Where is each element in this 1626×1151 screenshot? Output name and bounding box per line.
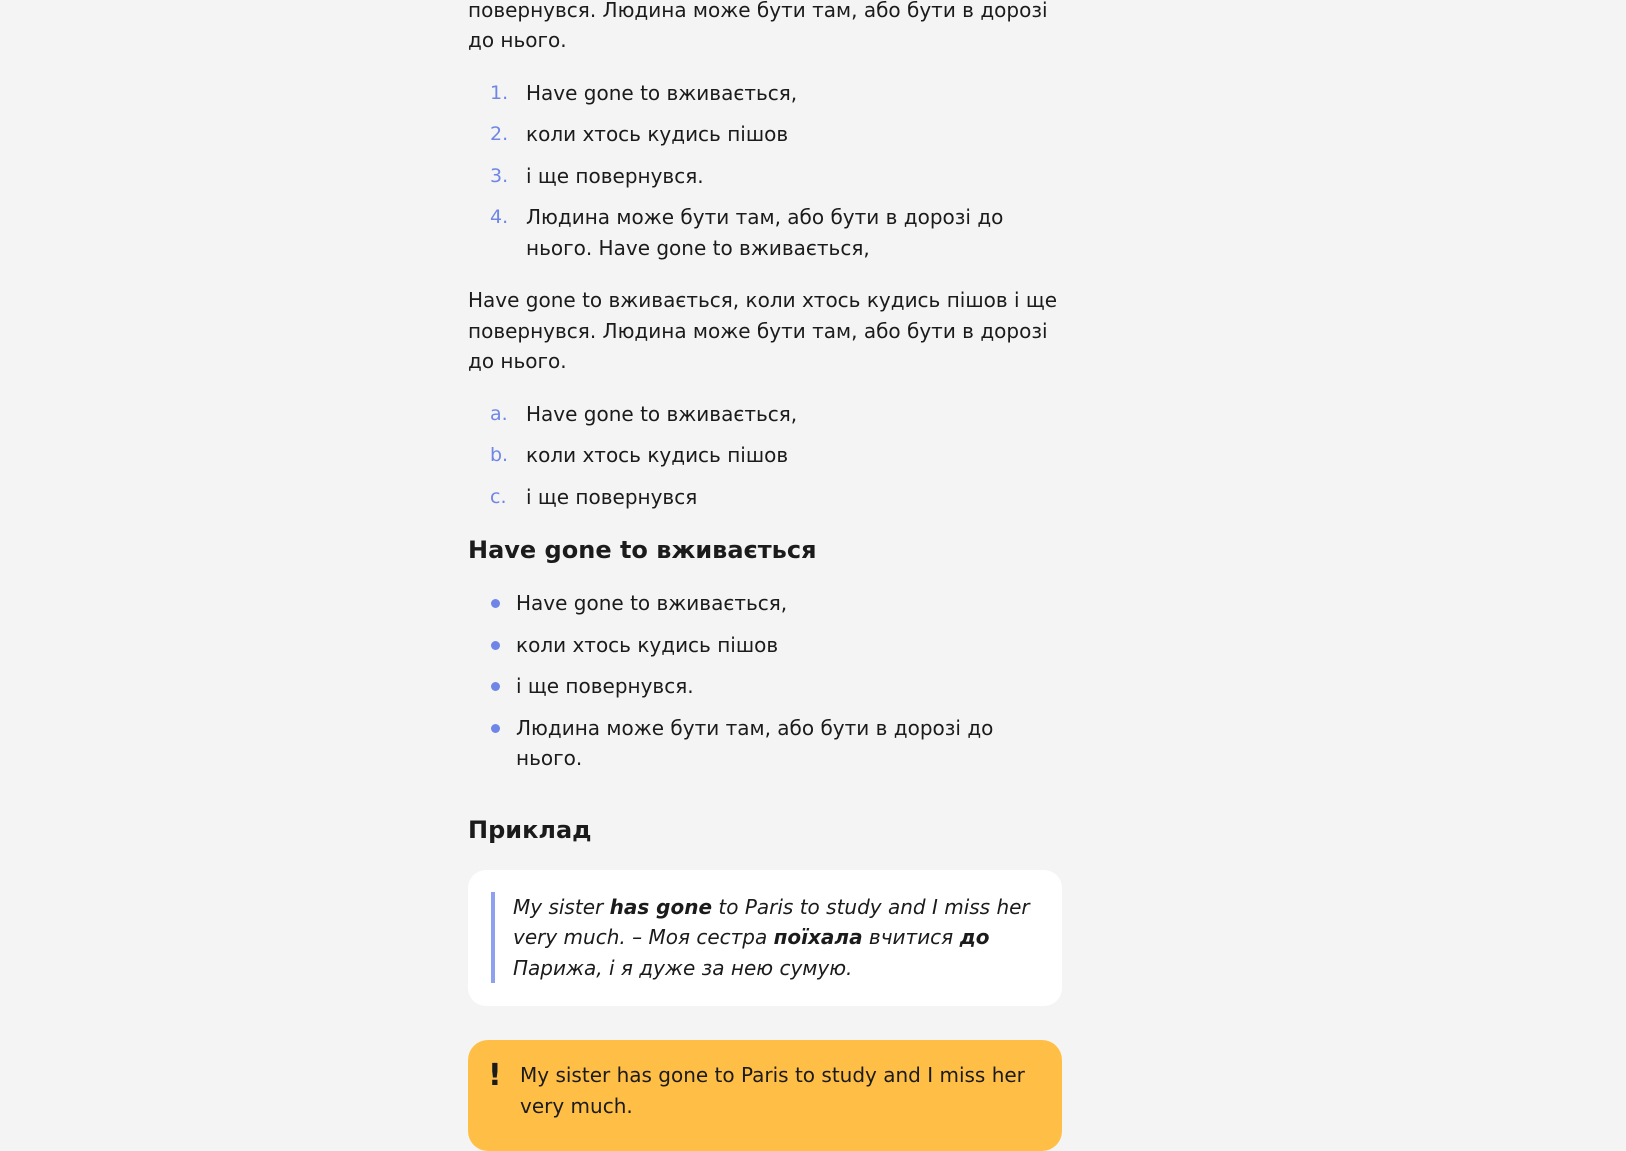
bullet-dot-icon: [491, 724, 500, 733]
list-item: [468, 630, 1062, 661]
quote-emphasis: поїхала: [773, 925, 863, 949]
example-heading: Приклад: [468, 815, 592, 844]
list-item: [468, 713, 1062, 774]
list-letter: b.: [490, 444, 509, 466]
list-item: [468, 202, 1062, 263]
list-item-text: і ще повернувся.: [516, 674, 694, 698]
exclamation-icon: !: [488, 1058, 502, 1093]
list-number: 4.: [490, 206, 509, 228]
quote-emphasis: до: [959, 925, 990, 949]
quote-text: to Paris to study and I miss her very much. – Моя сестра: [513, 894, 1030, 949]
list-item: [468, 78, 1062, 109]
list-item-text: і ще повернувся: [526, 484, 698, 509]
list-number: 3.: [490, 164, 509, 187]
list-letter: a.: [490, 402, 508, 425]
list-item-text: Have gone to вживається,: [526, 401, 798, 426]
bullet-dot-icon: [491, 682, 500, 691]
list-item: [468, 588, 1062, 619]
list-item-text: Have gone to вживається,: [526, 80, 798, 105]
intro-paragraph: повернувся. Людина може бути там, або бути в дорозі до нього.: [468, 0, 1048, 52]
quote-text: вчитися: [862, 925, 960, 949]
bullet-dot-icon: [491, 641, 500, 650]
list-item-text: і ще повернувся.: [526, 163, 704, 188]
list-item: [468, 482, 1062, 513]
list-item: [468, 399, 1062, 430]
list-item: [468, 119, 1062, 150]
list-item-text: коли хтось кудись пішов: [526, 443, 789, 467]
lettered-list: [468, 399, 1062, 513]
list-item-text: коли хтось кудись пішов: [526, 122, 789, 146]
article-content: [468, 0, 1062, 1151]
quote-emphasis: has gone: [609, 894, 713, 919]
bullet-list: [468, 588, 1062, 774]
list-number: 1.: [490, 81, 509, 104]
numbered-list: [468, 78, 1062, 264]
list-letter: c.: [490, 485, 507, 508]
list-item: [468, 161, 1062, 192]
list-item-text: Людина може бути там, або бути в дорозі до нього.: [516, 715, 994, 770]
list-item: [468, 671, 1062, 702]
note-text: My sister has gone to Paris to study and I miss her very much.: [520, 1063, 1025, 1118]
list-item-text: Людина може бути там, або бути в дорозі до нього. Have gone to вживається,: [526, 205, 1004, 260]
list-item: [468, 440, 1062, 471]
quote-text: My sister: [513, 894, 610, 919]
warning-note: [468, 1040, 1062, 1151]
list-item-text: Have gone to вживається,: [516, 591, 788, 615]
paragraph: Have gone to вживається, коли хтось кудись пішов і ще повернувся. Людина може бути там, або бути в дорозі до нього.: [468, 288, 1058, 373]
example-card: [468, 870, 1062, 1007]
bullet-dot-icon: [491, 599, 500, 608]
quote-text: Парижа, і я дуже за нею сумую.: [513, 955, 853, 980]
list-number: 2.: [490, 123, 509, 145]
list-item-text: коли хтось кудись пішов: [516, 632, 779, 657]
example-quote: [491, 892, 1042, 984]
section-heading: Have gone to вживається: [468, 536, 817, 564]
